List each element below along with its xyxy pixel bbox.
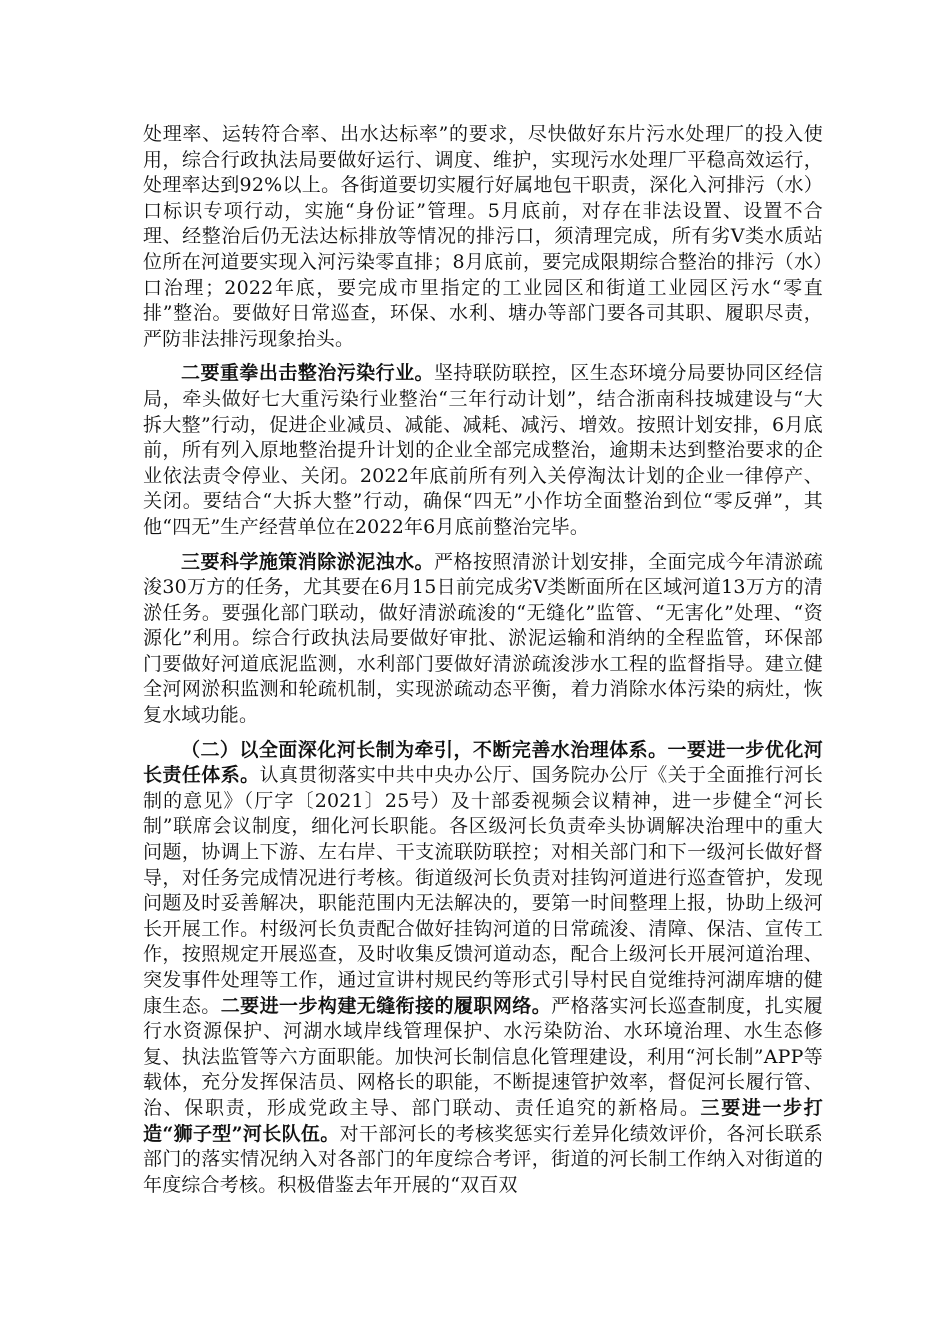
paragraph-text: 严格落实河长巡查制度，扎实履行水资源保护、河湖水域岸线管理保护、水污染防治、水环境治理、水生态修复、执法监管等六方面职能。加快河长制信息化管理建设，利用“河长制”APP等载体，充分发挥保洁员、网格长的职能，不断提速管护效率，督促河长履行管、治、保职责，形成党政主导、部门联动、责任追究的新格局。 bbox=[143, 994, 823, 1119]
paragraph-text: 处理率、运转符合率、出水达标率”的要求，尽快做好东片污水处理厂的投入使用，综合行政执法局要做好运行、调度、维护，实现污水处理厂平稳高效运行，处理率达到92%以上。各街道要切实履行好属地包干职责，深化入河排污（水）口标识专项行动，实施“身份证”管理。5月底前，对存在非法设置、设置不合理、经整治后仍无法达标排放等情况的排污口，须清理完成，所有劣Ⅴ类水质站位所在河道要实现入河污染零直排；8月底前，要完成限期综合整治的排污（水）口治理；2022年底，要完成市里指定的工业园区和街道工业园区污水“零直排”整治。要做好日常巡查，环保、水利、塘办等部门要各司其职、履职尽责，严防非法排污现象抬头。 bbox=[143, 123, 823, 350]
paragraph-heading: 三要科学施策消除淤泥浊水。 bbox=[181, 550, 435, 573]
document-body bbox=[143, 122, 823, 1198]
paragraph-text: 对干部河长的考核奖惩实行差异化绩效评价，各河长联系部门的落实情况纳入对各部门的年度综合考评，街道的河长制工作纳入对街道的年度综合考核。积极借鉴去年开展的“双百双 bbox=[143, 1122, 823, 1196]
section-heading: （二）以全面深化河长制为牵引，不断完善水治理体系。一要进一步优化河长责任体系。 bbox=[143, 738, 823, 787]
paragraph-text: 严格按照清淤计划安排，全面完成今年清淤疏浚30万方的任务，尤其要在6月15日前完成劣Ⅴ类断面所在区域河道13万方的清淤任务。要强化部门联动，做好清淤疏浚的“无缝化”监管、“无害化”处理、“资源化”利用。综合行政执法局要做好审批、淤泥运输和消纳的全程监管，环保部门要做好河道底泥监测，水利部门要做好清淤疏浚涉水工程的监督指导。建立健全河网淤积监测和轮疏机制，实现淤疏动态平衡，着力消除水体污染的病灶，恢复水域功能。 bbox=[143, 550, 823, 727]
paragraph-1 bbox=[143, 122, 823, 352]
paragraph-text: 坚持联防联控，区生态环境分局要协同区经信局，牵头做好七大重污染行业整治“三年行动计划”，结合浙南科技城建设与“大拆大整”行动，促进企业减员、减能、减耗、减污、增效。按照计划安排，6月底前，所有列入原地整治提升计划的企业全部完成整治，逾期未达到整治要求的企业依法责令停业、关闭。2022年底前所有列入关停淘汰计划的企业一律停产、关闭。要结合“大拆大整”行动，确保“四无”小作坊全面整治到位“零反弹”，其他“四无”生产经营单位在2022年6月底前整治完毕。 bbox=[143, 362, 823, 538]
paragraph-2 bbox=[143, 361, 823, 540]
paragraph-heading: 二要重拳出击整治污染行业。 bbox=[181, 362, 435, 385]
paragraph-heading: 三要进一步打造“狮子型”河长队伍。 bbox=[143, 1096, 823, 1145]
paragraph-heading: 二要进一步构建无缝衔接的履职网络。 bbox=[220, 994, 552, 1017]
paragraph-4 bbox=[143, 738, 823, 1199]
paragraph-text: 认真贯彻落实中共中央办公厅、国务院办公厅《关于全面推行河长制的意见》（厅字〔2021〕25号）及十部委视频会议精神，进一步健全“河长制”联席会议制度，细化河长职能。各区级河长负责牵头协调解决治理中的重大问题，协调上下游、左右岸、干支流联防联控；对相关部门和下一级河长做好督导，对任务完成情况进行考核。街道级河长负责对挂钩河道进行巡查管护，发现问题及时妥善解决，职能范围内无法解决的，要第一时间整理上报，协助上级河长开展工作。村级河长负责配合做好挂钩河道的日常疏浚、清障、保洁、宣传工作，按照规定开展巡查，及时收集反馈河道动态，配合上级河长开展河道治理、突发事件处理等工作，通过宣讲村规民约等形式引导村民自觉维持河湖库塘的健康生态。 bbox=[143, 764, 823, 1017]
paragraph-3 bbox=[143, 550, 823, 729]
